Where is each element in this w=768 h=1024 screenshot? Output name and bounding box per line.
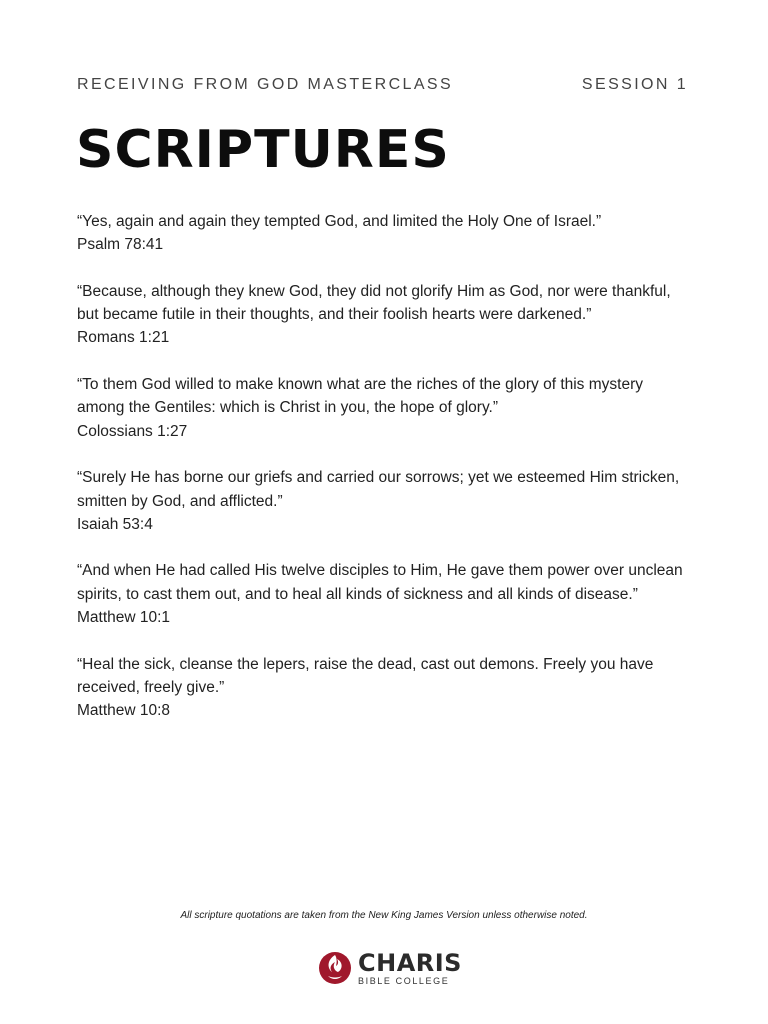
- scripture-quote: “To them God willed to make known what are the riches of the glory of this mystery among the Gentiles: which is Christ in you, the hope of glory.”: [77, 376, 643, 417]
- scripture-entry: [77, 280, 687, 350]
- course-title: RECEIVING FROM GOD MASTERCLASS: [77, 76, 454, 93]
- translation-footnote: All scripture quotations are taken from the New King James Version unless otherwise noted.: [180, 910, 588, 921]
- scripture-entry: [77, 559, 687, 629]
- scripture-reference: Romans 1:21: [77, 329, 170, 347]
- scripture-reference: Colossians 1:27: [77, 422, 188, 440]
- scripture-entry: [77, 466, 687, 536]
- charis-logo: [318, 950, 462, 986]
- scripture-reference: Psalm 78:41: [77, 236, 164, 254]
- session-label: SESSION 1: [581, 76, 688, 93]
- scripture-reference: Matthew 10:1: [77, 609, 171, 627]
- scripture-quote: “Because, although they knew God, they did not glorify Him as God, nor were thankful, but became futile in their thoughts, and their foolish hearts were darkened.”: [77, 282, 671, 324]
- scripture-quote: “Surely He has borne our griefs and carried our sorrows; yet we esteemed Him stricken, smitten by God, and afflicted.”: [77, 469, 680, 510]
- scripture-reference: Matthew 10:8: [77, 702, 171, 720]
- scripture-reference: Isaiah 53:4: [77, 515, 153, 533]
- scripture-list: [77, 210, 687, 746]
- scripture-quote: “And when He had called His twelve disciples to Him, He gave them power over unclean spirits, to cast them out, and to heal all kinds of sickness and all kinds of disease.”: [77, 562, 683, 603]
- page-title: SCRIPTURES: [76, 120, 450, 180]
- page-header: [77, 76, 688, 94]
- charis-flame-icon: [318, 950, 352, 986]
- logo-subtitle: BIBLE COLLEGE: [358, 975, 450, 986]
- logo-name: CHARIS: [358, 948, 462, 977]
- scripture-quote: “Yes, again and again they tempted God, and limited the Holy One of Israel.”: [77, 213, 602, 230]
- scripture-entry: [77, 373, 687, 443]
- scripture-quote: “Heal the sick, cleanse the lepers, raise the dead, cast out demons. Freely you have received, freely give.”: [77, 655, 654, 696]
- scripture-entry: [77, 210, 687, 257]
- scripture-entry: [77, 653, 687, 723]
